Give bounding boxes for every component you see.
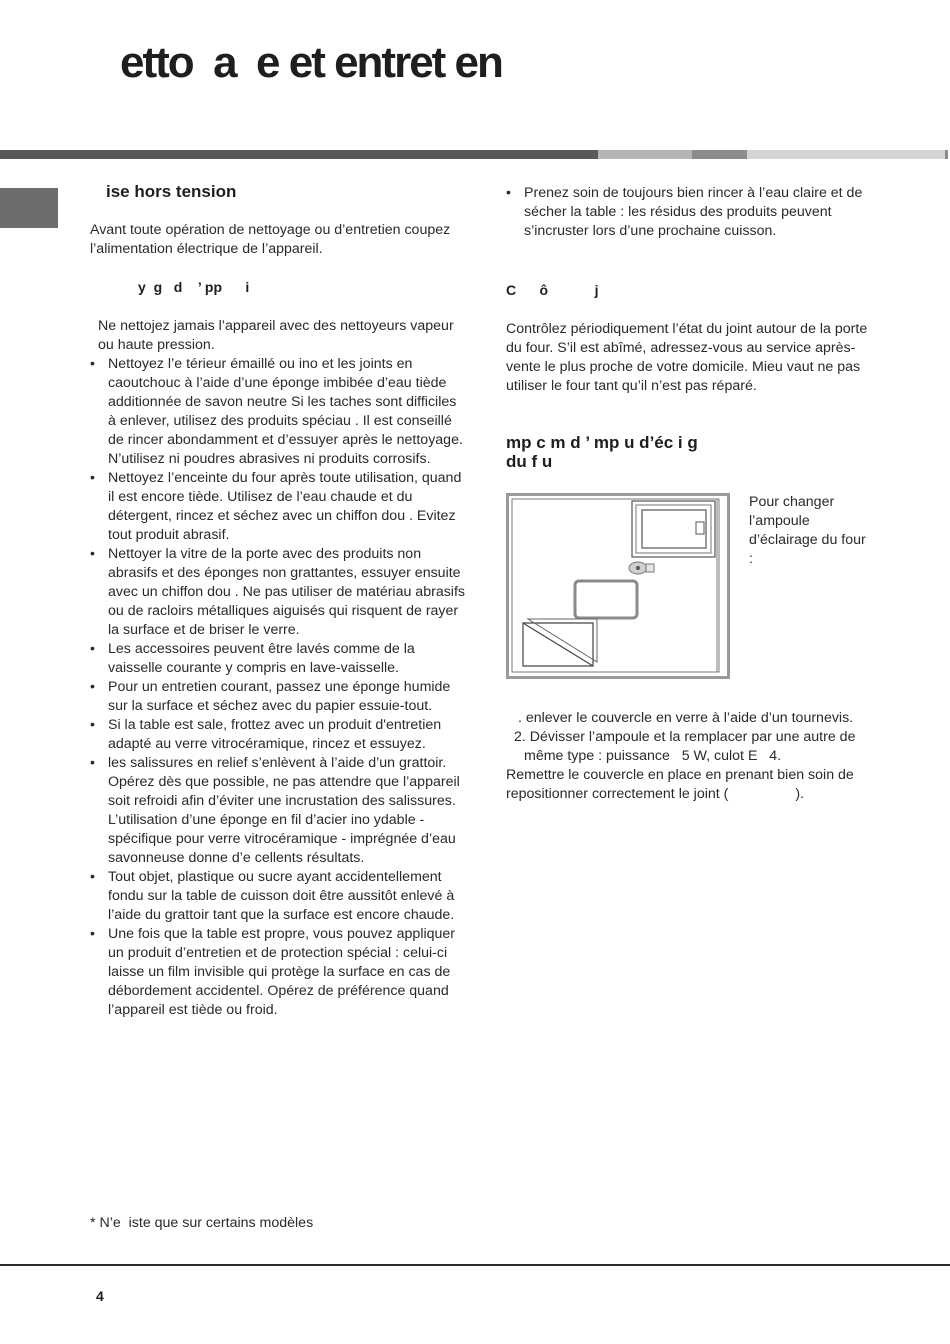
lamp-steps xyxy=(506,709,886,804)
header-band-light xyxy=(598,150,692,159)
lamp-cover-glass xyxy=(632,501,715,557)
list-item: • les salissures en relief s’enlèvent à l’aide d’un grattoir. Opérez dès que possible, ne pas attendre que l’appareil soit refroidi afin d’éviter une incrustation des salissures. L’utilisation d’une éponge en fil d’acier ino ydable - spécifique pour verre vitrocéramique - imprégnée d’eau savonneuse donne d’e cellents résultats. xyxy=(90,754,465,868)
right-column xyxy=(506,184,886,804)
list-item: • Nettoyez l’enceinte du four après toute utilisation, quand il est encore tiède. Utilisez de l’eau chaude et du détergent, rincez et séchez avec un chiffon dou . Evitez tout produit abrasif. xyxy=(90,469,465,545)
lamp-figure-row xyxy=(506,493,886,683)
header-band-dark xyxy=(0,150,598,159)
section-text-seal: Contrôlez périodiquement l’état du joint autour de la porte du four. S’il est abîmé, adressez-vous au service après-vente le plus proche de votre domicile. Mieu vaut ne pas utiliser le four tant qu’il n’est pas réparé. xyxy=(506,321,868,394)
section-title-power-off: ise hors tension xyxy=(106,182,237,201)
chapter-tab xyxy=(0,188,58,228)
page-number: 4 xyxy=(96,1288,104,1304)
list-item: • Prenez soin de toujours bien rincer à l’eau claire et de sécher la table : les résidus des produits peuvent s’incruster lors d’une prochaine cuisson. xyxy=(506,184,886,241)
footer-rule xyxy=(0,1264,950,1266)
footnote: * N’e iste que sur certains modèles xyxy=(90,1215,314,1231)
section-title-cleaning: y g d ’ pp i xyxy=(138,279,250,295)
oven-lamp-illustration xyxy=(509,496,727,676)
left-column xyxy=(90,182,465,1020)
light-bulb-icon xyxy=(629,562,654,574)
section-title-lamp: mp c m d ’ mp u d’éc i g du f u xyxy=(506,433,698,471)
header-band-pale xyxy=(747,150,945,159)
step-item: . enlever le couvercle en verre à l’aide d’un tournevis. xyxy=(514,710,854,726)
header-band-mid xyxy=(692,150,747,159)
figure-caption: Pour changer l’ampoule d’éclairage du four : xyxy=(749,494,866,567)
section-title-seal: C ô j xyxy=(506,282,599,298)
oven-door-window xyxy=(575,581,637,618)
list-item: • Tout objet, plastique ou sucre ayant accidentellement fondu sur la table de cuisson doit être aussitôt enlevé à l’aide du grattoir tant que la surface est encore chaude. xyxy=(90,868,465,925)
section-text-power-off: Avant toute opération de nettoyage ou d’entretien coupez l’alimentation électrique de l’appareil. xyxy=(90,222,451,257)
cleaning-intro: Ne nettojez jamais l’appareil avec des nettoyeurs vapeur ou haute pression. xyxy=(98,318,454,353)
oven-tray xyxy=(523,619,597,666)
list-item: • Si la table est sale, frottez avec un produit d'entretien adapté au verre vitrocéramique, rincez et essuyez. xyxy=(90,716,465,754)
rinse-bullet-list xyxy=(506,184,886,241)
list-item: • Une fois que la table est propre, vous pouvez appliquer un produit d’entretien et de protection spécial : celui-ci laisse un film invisible qui protège la surface en cas de débordement accidentel. Opérez de préférence quand l’appareil est tiède ou froid. xyxy=(90,925,465,1020)
page-title: etto a e et entret en xyxy=(120,38,502,87)
cleaning-bullet-list xyxy=(90,355,465,1020)
step-item: 2. Dévisser l’ampoule et la remplacer par une autre de même type : puissance 5 W, culot E 4. xyxy=(514,729,860,764)
list-item: • Les accessoires peuvent être lavés comme de la vaisselle courante y compris en lave-vaisselle. xyxy=(90,640,465,678)
list-item: • Nettoyer la vitre de la porte avec des produits non abrasifs et des éponges non grattantes, essuyer ensuite avec un chiffon dou . Ne pas utiliser de matériau abrasifs ou de racloirs métalliques aiguisés qui risquent de rayer la surface et de briser le verre. xyxy=(90,545,465,640)
header-band-end xyxy=(945,150,948,159)
list-item: • Nettoyez l’e térieur émaillé ou ino et les joints en caoutchouc à l’aide d’une éponge imbibée d’eau tiède additionnée de savon neutre Si les taches sont difficiles à enlever, utilisez des produits spéciau . Il est conseillé de rincer abondamment et d’essuyer après le nettoyage. N’utilisez ni poudres abrasives ni produits corrosifs. xyxy=(90,355,465,469)
list-item: • Pour un entretien courant, passez une éponge humide sur la surface et séchez avec du papier essuie-tout. xyxy=(90,678,465,716)
oven-lamp-diagram xyxy=(506,493,730,679)
lamp-closing-text: Remettre le couvercle en place en prenant bien soin de repositionner correctement le joint ( ). xyxy=(506,767,858,802)
